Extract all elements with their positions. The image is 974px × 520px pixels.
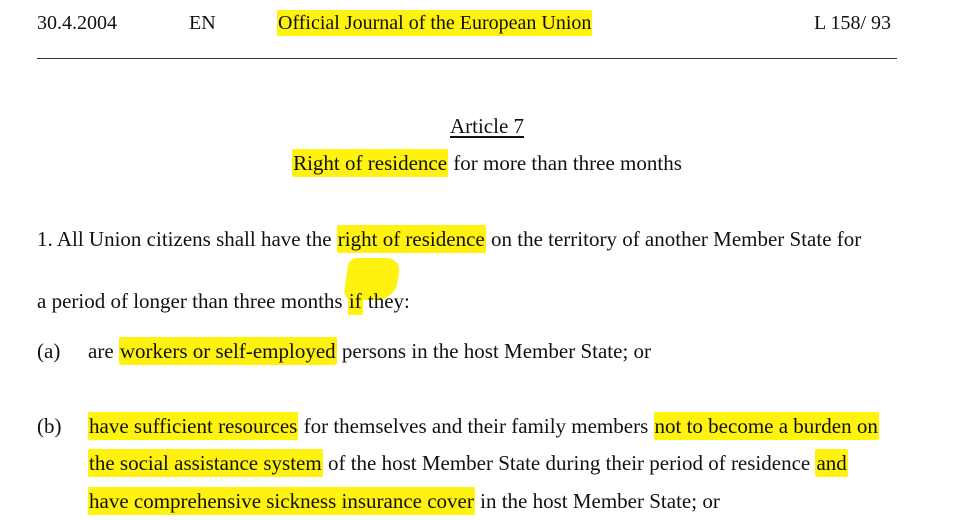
p1-l1-highlight: right of residence bbox=[337, 227, 485, 251]
item-b-l2-highlight2: and bbox=[816, 451, 847, 475]
header-reference: L 158/ 93 bbox=[814, 12, 892, 34]
paragraph1-line1 bbox=[37, 227, 974, 252]
paragraph1-line2 bbox=[37, 289, 974, 314]
item-b-l1-highlight2: not to become a burden on bbox=[654, 414, 878, 438]
journal-title-highlight: Official Journal of the European Union bbox=[278, 12, 592, 34]
p1-l1-text-a: 1. All Union citizens shall have the bbox=[37, 227, 337, 251]
header-divider bbox=[37, 58, 897, 59]
item-a-text-b: persons in the host Member State; or bbox=[336, 339, 652, 363]
item-b-l3-highlight: have comprehensive sickness insurance cover bbox=[89, 489, 474, 513]
p1-l2-text-a: a period of longer than three months bbox=[37, 289, 348, 313]
header-date: 30.4.2004 bbox=[37, 12, 117, 34]
p1-l2-text-b: they: bbox=[362, 289, 410, 313]
item-a-highlight: workers or self-employed bbox=[119, 339, 336, 363]
item-b-l3-text: in the host Member State; or bbox=[474, 489, 720, 513]
header-language: EN bbox=[189, 12, 216, 34]
article-number-text: Article 7 bbox=[449, 114, 525, 138]
article-number bbox=[0, 114, 974, 139]
p1-l2-highlight: if bbox=[348, 289, 362, 313]
item-b-l2-text: of the host Member State during their period of residence bbox=[322, 451, 816, 475]
item-b-l2-highlight: the social assistance system bbox=[89, 451, 322, 475]
article-heading-rest: for more than three months bbox=[448, 151, 682, 175]
item-b-line1 bbox=[37, 414, 879, 439]
item-b-line2 bbox=[88, 451, 848, 476]
item-a-text-a: are bbox=[88, 339, 119, 363]
item-b-l1-text: for themselves and their family members bbox=[298, 414, 654, 438]
item-b-line3 bbox=[88, 489, 720, 514]
article-heading bbox=[0, 151, 974, 176]
item-b-marker: (b) bbox=[37, 414, 62, 438]
header-journal-title bbox=[277, 12, 592, 35]
item-b-l1-highlight: have sufficient resources bbox=[89, 414, 298, 438]
item-a bbox=[37, 339, 651, 364]
item-a-marker: (a) bbox=[37, 339, 61, 363]
article-heading-highlight: Right of residence bbox=[293, 151, 448, 175]
p1-l1-text-b: on the territory of another Member State for bbox=[485, 227, 862, 251]
